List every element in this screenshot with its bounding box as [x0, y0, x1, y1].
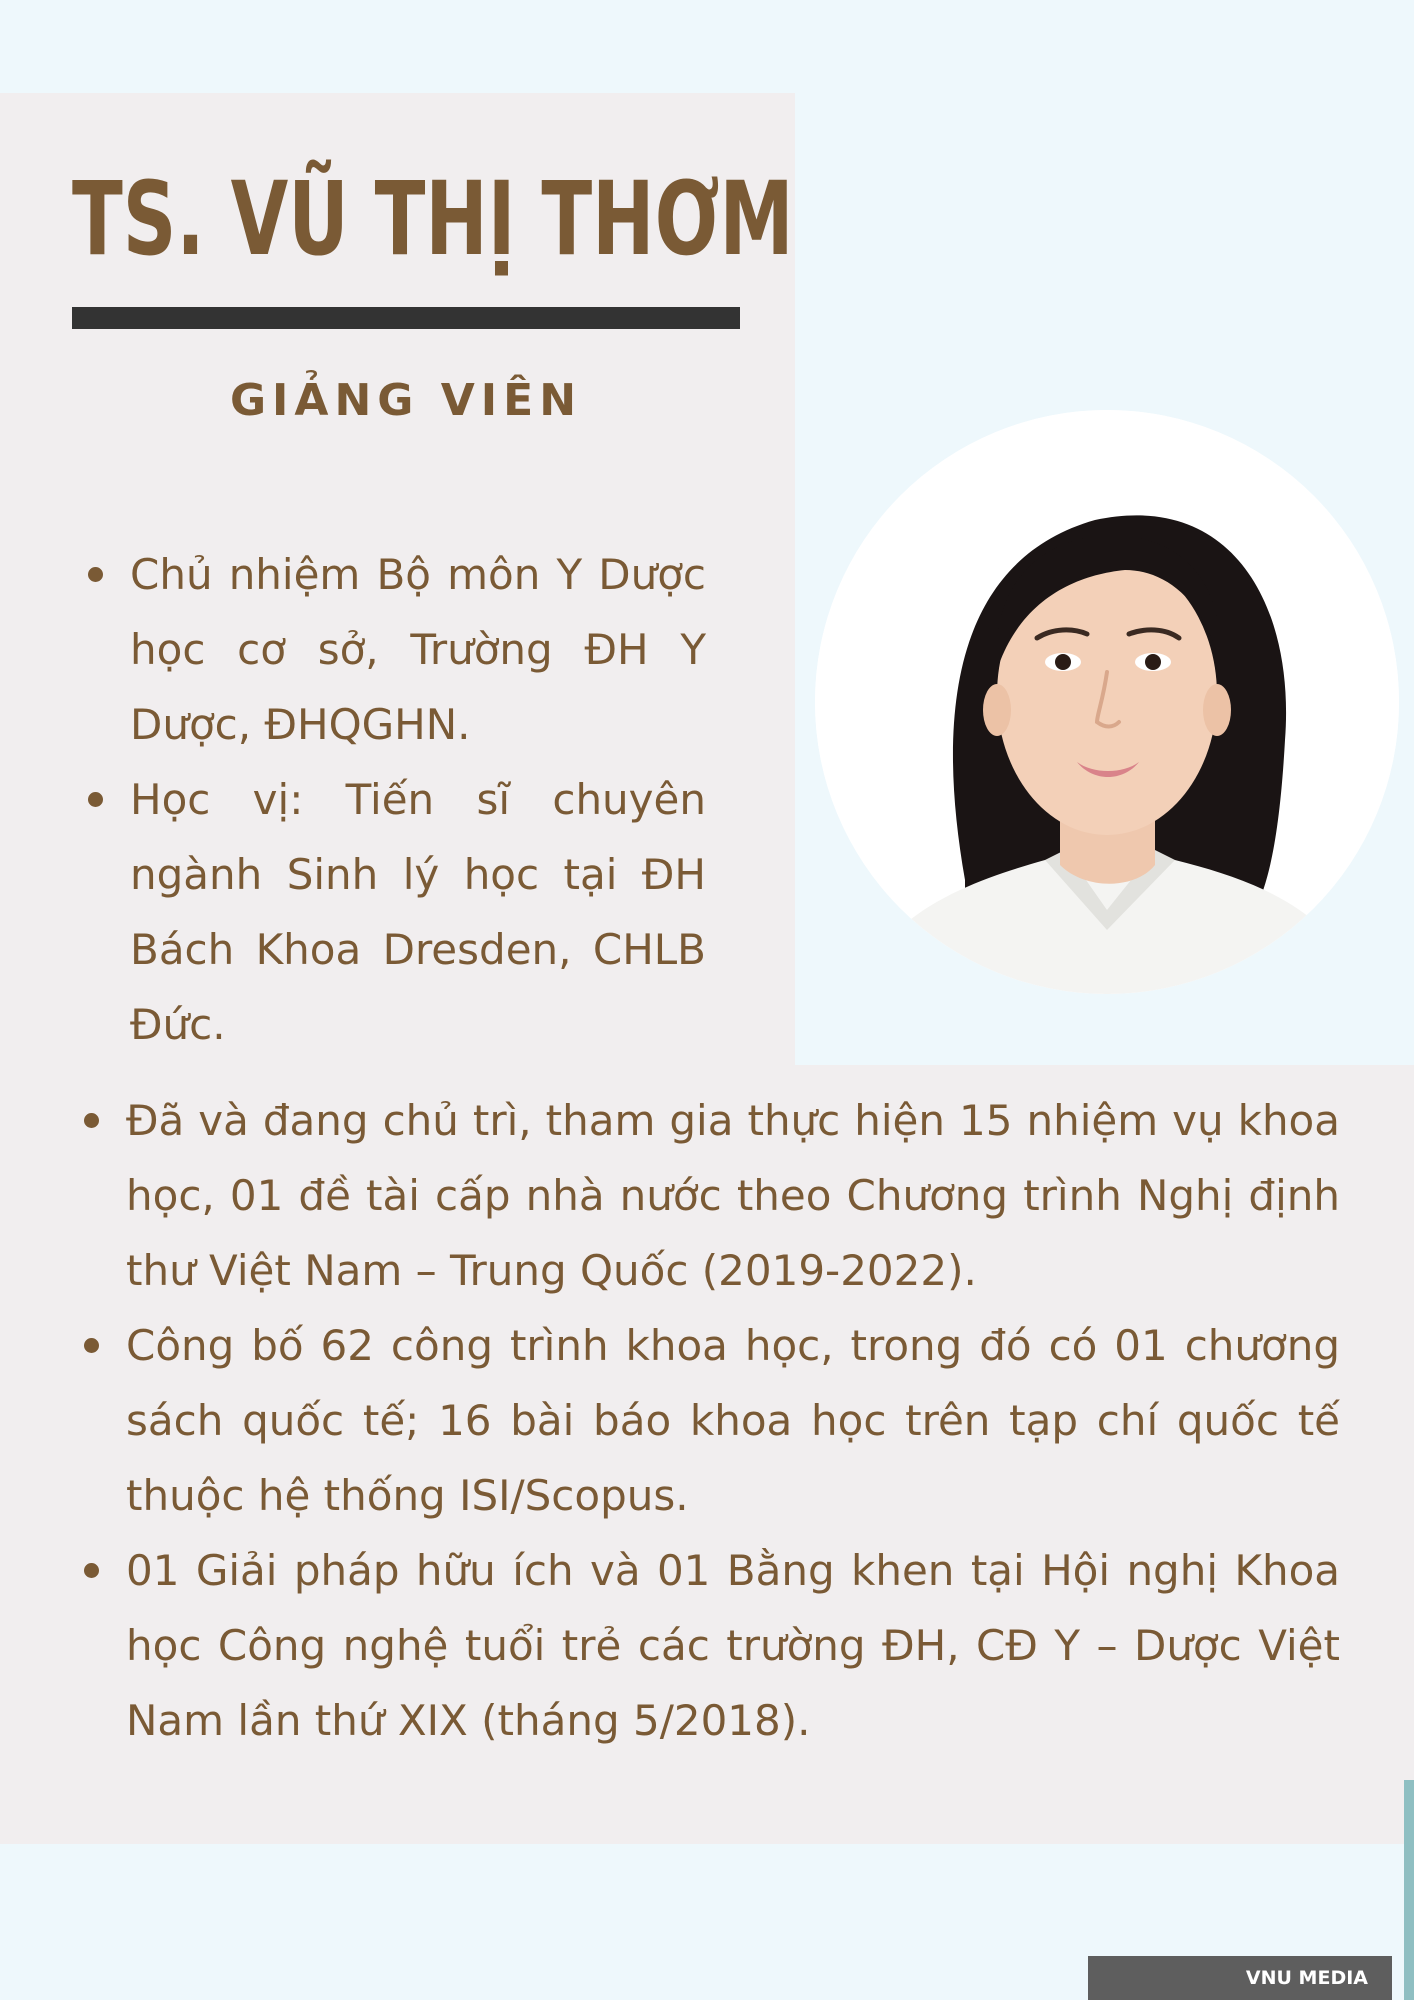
list-item: Học vị: Tiến sĩ chuyên ngành Sinh lý học tại ĐH Bách Khoa Dresden, CHLB Đức. — [78, 762, 706, 1062]
list-item: Công bố 62 công trình khoa học, trong đó có 01 chương sách quốc tế; 16 bài báo khoa học trên tạp chí quốc tế thuộc hệ thống ISI/Scopus. — [74, 1308, 1340, 1533]
bio-list-bottom — [74, 1083, 1340, 1758]
list-item: Đã và đang chủ trì, tham gia thực hiện 15 nhiệm vụ khoa học, 01 đề tài cấp nhà nước theo Chương trình Nghị định thư Việt Nam – Trung Quốc (2019-2022). — [74, 1083, 1340, 1308]
bio-list-top — [78, 537, 706, 1062]
portrait-illustration — [815, 410, 1399, 994]
list-item: Chủ nhiệm Bộ môn Y Dược học cơ sở, Trường ĐH Y Dược, ĐHQGHN. — [78, 537, 706, 762]
person-name: TS. VŨ THỊ THƠM — [72, 160, 794, 279]
list-item: 01 Giải pháp hữu ích và 01 Bằng khen tại Hội nghị Khoa học Công nghệ tuổi trẻ các trường ĐH, CĐ Y – Dược Việt Nam lần thứ XIX (tháng 5/2018). — [74, 1533, 1340, 1758]
watermark-badge: VNU MEDIA — [1088, 1956, 1392, 2000]
portrait-photo — [815, 410, 1399, 994]
edge-accent-bar — [1404, 1780, 1414, 2000]
title-divider — [72, 307, 740, 329]
person-role: GIẢNG VIÊN — [229, 375, 583, 426]
